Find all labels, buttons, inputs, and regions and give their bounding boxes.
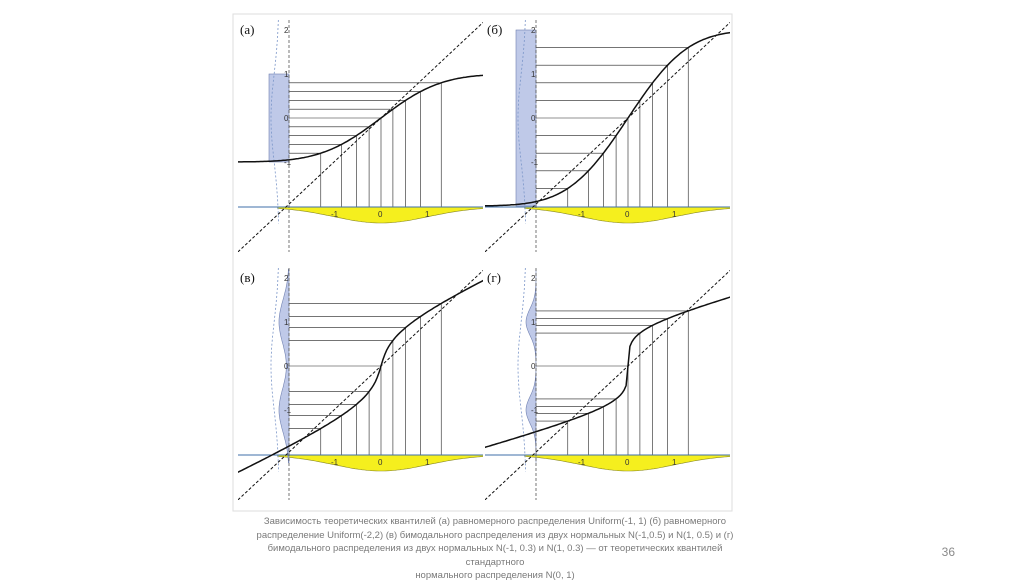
y-tick-label: 0 — [531, 114, 536, 123]
y-tick-label: 0 — [531, 362, 536, 371]
slide-number: 36 — [941, 545, 955, 559]
y-tick-label: 1 — [531, 70, 536, 79]
panel-b — [468, 0, 788, 259]
panel-plot-area — [468, 0, 788, 259]
x-tick-label: 0 — [378, 210, 383, 219]
x-tick-label: 0 — [625, 210, 630, 219]
caption-line-3: бимодального распределения из двух нормальных N(-1, 0.3) и N(1, 0.3) — от теоретических квантилей стандартного — [267, 543, 723, 568]
x-tick-label: 0 — [625, 458, 630, 467]
y-tick-label: 2 — [531, 274, 536, 283]
y-tick-label: 0 — [284, 114, 289, 123]
panel-label-g: (г) — [487, 270, 501, 285]
caption-line-2: распределение Uniform(-2,2) (в) бимодального распределения из двух нормальных N(-1,0.5) и N(1, 0.5) и (г) — [256, 529, 734, 541]
panel-a — [221, 0, 541, 259]
caption-line-1: Зависимость теоретических квантилей (а) равномерного распределения Uniform(-1, 1) (б) равномерного — [263, 516, 727, 527]
x-tick-label: 1 — [425, 458, 430, 467]
panel-label-b: (б) — [487, 22, 503, 37]
y-tick-label: 2 — [284, 274, 289, 283]
x-tick-label: -1 — [331, 210, 339, 219]
y-tick-label: -1 — [531, 158, 539, 167]
y-tick-label: 2 — [284, 26, 289, 35]
x-tick-label: 1 — [672, 458, 677, 467]
x-tick-label: 1 — [672, 210, 677, 219]
y-tick-label: -1 — [531, 406, 539, 415]
caption-line-4: нормального распределения N(0, 1) — [415, 570, 575, 581]
panel-label-v: (в) — [240, 270, 255, 285]
y-tick-label: 1 — [284, 318, 289, 327]
x-tick-label: -1 — [578, 458, 586, 467]
reference-density-curve — [271, 260, 279, 471]
y-tick-label: -1 — [284, 406, 292, 415]
y-tick-label: 0 — [284, 362, 289, 371]
y-tick-label: 1 — [284, 70, 289, 79]
x-tick-label: 0 — [378, 458, 383, 467]
reference-density-curve — [518, 260, 526, 471]
panel-plot-area — [221, 0, 541, 259]
x-tick-label: -1 — [331, 458, 339, 467]
figure-caption — [250, 515, 740, 583]
y-tick-label: 2 — [531, 26, 536, 35]
y-tick-label: 1 — [531, 318, 536, 327]
x-tick-label: -1 — [578, 210, 586, 219]
panel-v — [221, 225, 541, 507]
panel-label-a: (а) — [240, 22, 255, 37]
panel-g — [468, 225, 788, 507]
y-tick-label: -1 — [284, 158, 292, 167]
x-tick-label: 1 — [425, 210, 430, 219]
